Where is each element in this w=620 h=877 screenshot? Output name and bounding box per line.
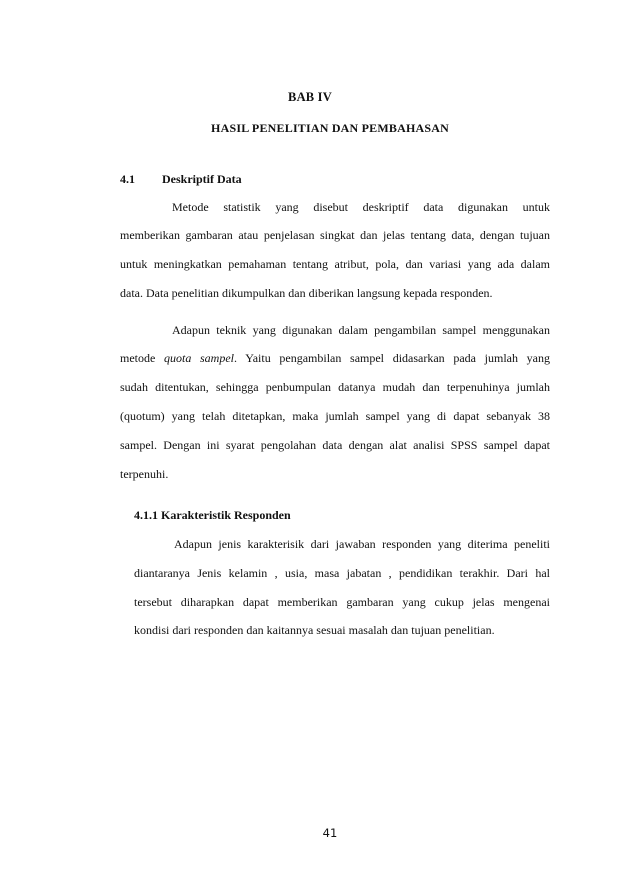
section-number: 4.1 (120, 172, 135, 186)
chapter-label: BAB IV (288, 90, 332, 104)
paragraph-line: memberikan gambaran atau penjelasan singkat dan jelas tentang data, dengan tujuan (120, 228, 550, 242)
paragraph-line: Adapun jenis karakterisik dari jawaban responden yang diterima peneliti (174, 537, 550, 551)
paragraph-line: diantaranya Jenis kelamin , usia, masa jabatan , pendidikan terakhir. Dari hal (134, 566, 550, 580)
subsection-heading: 4.1.1 Karakteristik Responden (134, 508, 291, 522)
paragraph-line: kondisi dari responden dan kaitannya sesuai masalah dan tujuan penelitian. (134, 623, 495, 637)
paragraph-line: sampel. Dengan ini syarat pengolahan data dengan alat analisi SPSS sampel dapat (120, 438, 550, 452)
paragraph-line: terpenuhi. (120, 467, 169, 481)
chapter-title: HASIL PENELITIAN DAN PEMBAHASAN (211, 121, 449, 135)
text-segment: metode (120, 351, 164, 365)
paragraph-line: tersebut diharapkan dapat memberikan gambaran yang cukup jelas mengenai (134, 595, 550, 609)
paragraph-line-with-term (120, 350, 550, 366)
page-number: 41 (322, 826, 338, 840)
text-segment: . Yaitu pengambilan sampel didasarkan pada jumlah yang (234, 351, 550, 365)
paragraph-line: untuk meningkatkan pemahaman tentang atribut, pola, dan variasi yang ada dalam (120, 257, 550, 271)
paragraph-line: data. Data penelitian dikumpulkan dan diberikan langsung kepada responden. (120, 286, 493, 300)
paragraph-line: Metode statistik yang disebut deskriptif data digunakan untuk (172, 200, 550, 214)
section-heading (120, 172, 242, 187)
paragraph-line: sudah ditentukan, sehingga penbumpulan datanya mudah dan terpenuhinya jumlah (120, 380, 550, 394)
italic-term: quota sampel (164, 351, 235, 365)
section-title: Deskriptif Data (162, 172, 242, 186)
paragraph-line: (quotum) yang telah ditetapkan, maka jumlah sampel yang di dapat sebanyak 38 (120, 409, 550, 423)
paragraph-line: Adapun teknik yang digunakan dalam pengambilan sampel menggunakan (172, 323, 550, 337)
